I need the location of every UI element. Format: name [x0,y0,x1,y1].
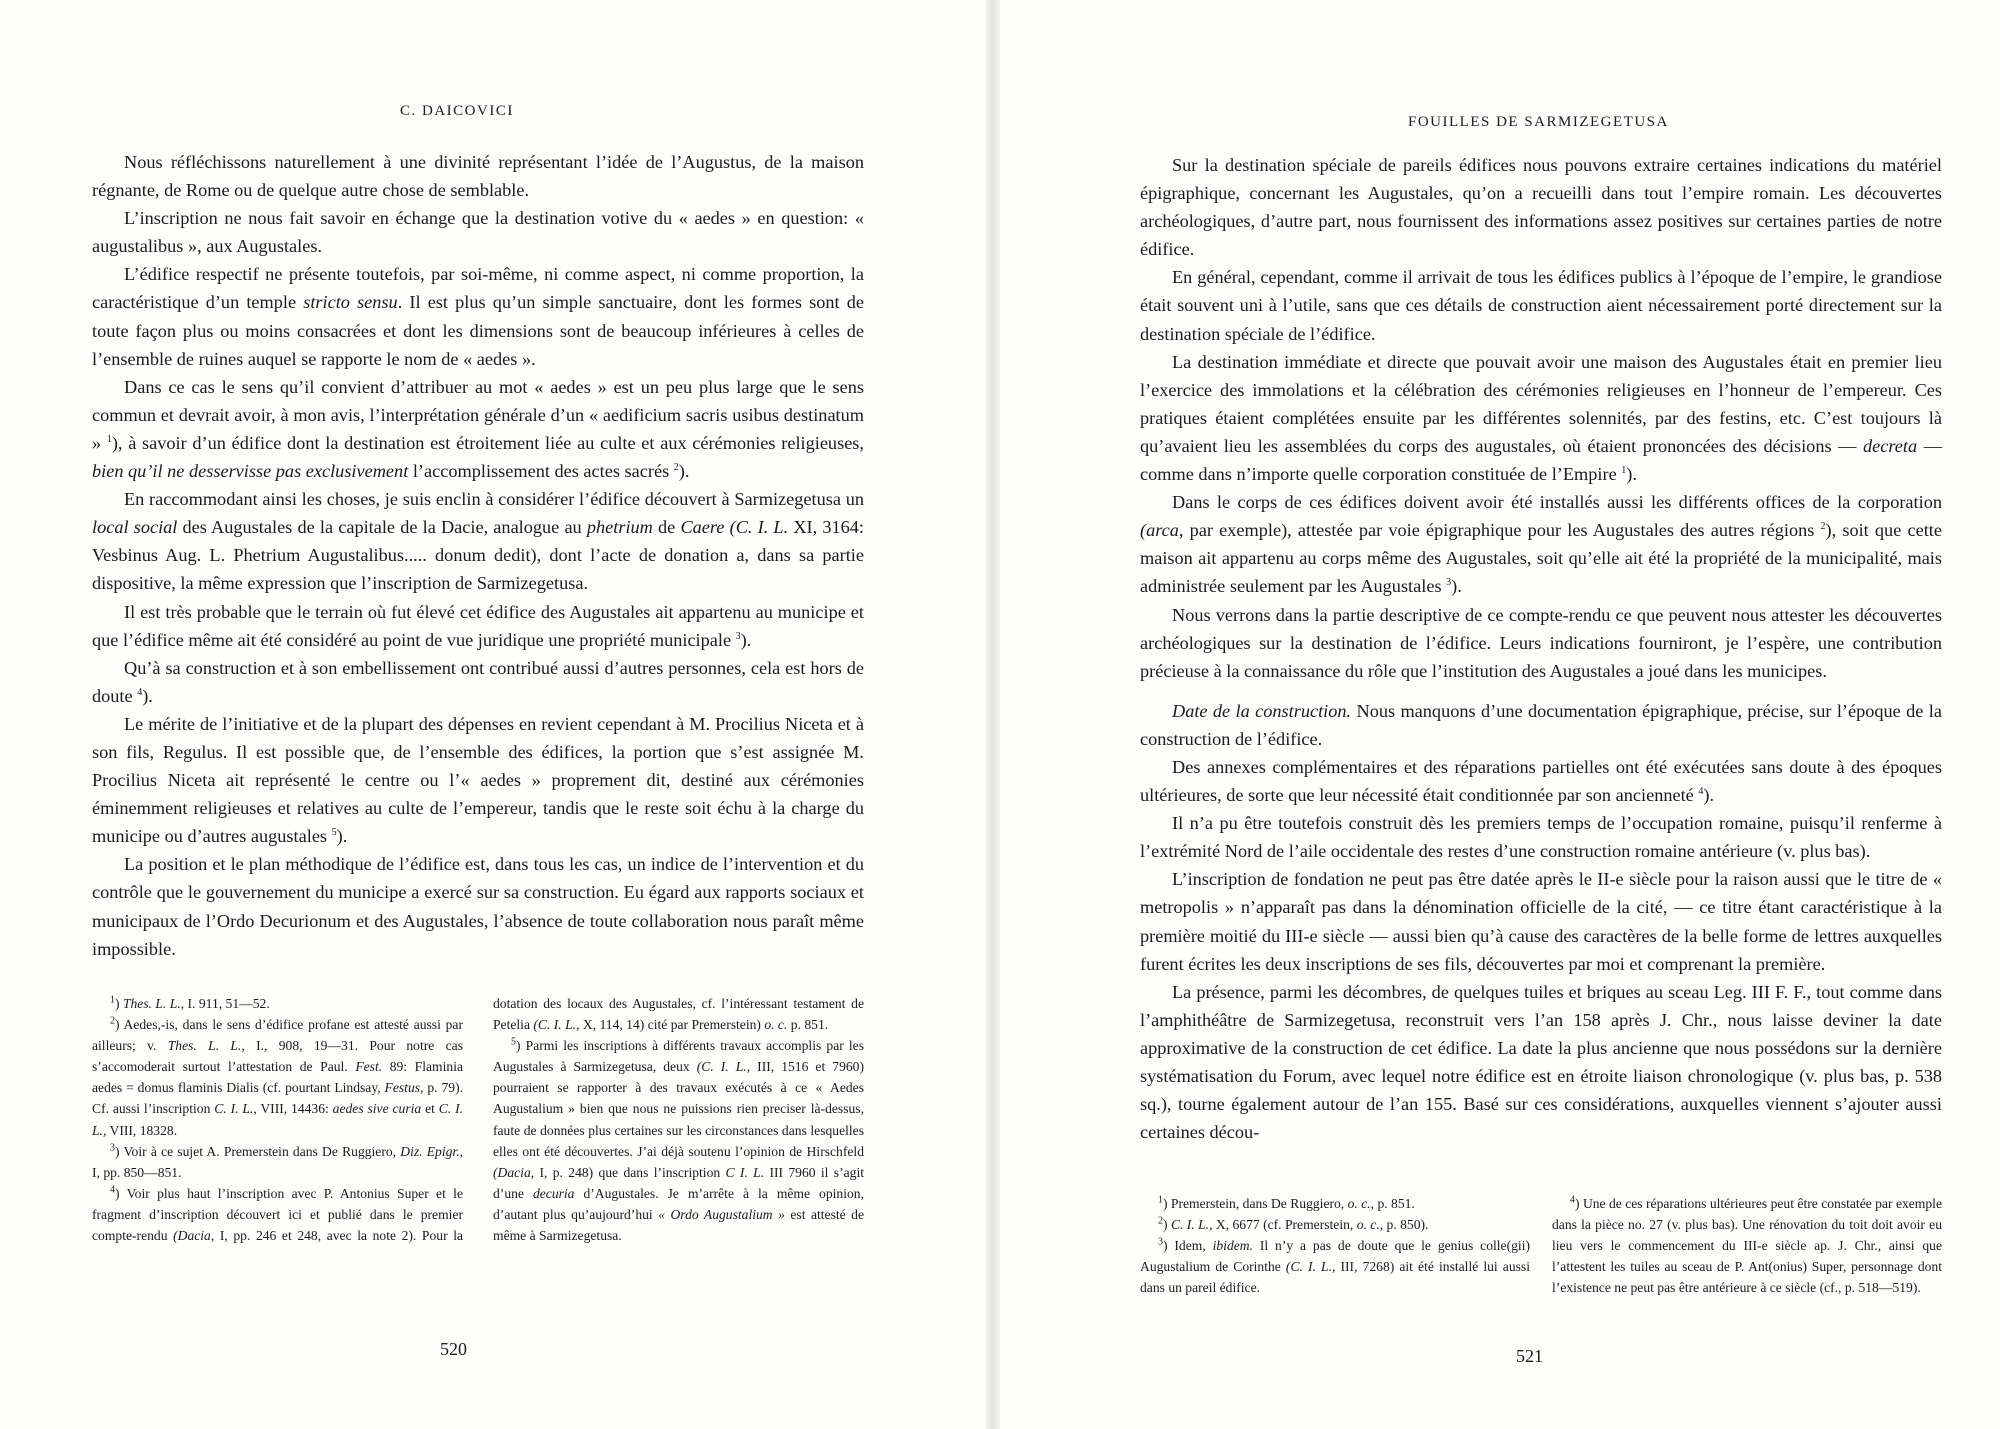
italic-text: ibidem. [1212,1238,1253,1254]
paragraph [92,204,864,260]
footnote-marker: 1 [106,433,112,445]
paragraph [92,373,864,485]
text-run: de [652,517,681,538]
footnotes [1140,1193,1942,1341]
text-run: , p. 851. [1370,1196,1415,1211]
text-run: est attesté de même à Sarmizegetusa. [493,1206,864,1244]
text-run: Dans le corps de ces édifices doivent avoir été installés aussi les différents offices de la corporation [1172,492,1942,513]
paragraph [92,598,864,654]
paragraph [1140,809,1942,865]
italic-text: Thes. L. L. [122,996,181,1011]
paragraph [1140,865,1942,977]
italic-text: C. I. L. [1170,1217,1210,1233]
italic-text: stricto sensu [303,292,398,313]
footnote-marker: 2 [110,1015,115,1027]
text-run: , I., 908, 19—31. Pour notre cas s’accomoderait surtout l’attestation de Paul. [92,1038,463,1075]
text-run: , I, p. 248) que dans l’inscription [530,1164,726,1180]
text-run: p. 851. [787,1017,829,1033]
italic-text: C I. L. [725,1164,765,1180]
footnote-marker: 4 [137,686,143,698]
text-run: , p. 79). Cf. aussi l’inscription [92,1080,463,1117]
footnote [1140,1193,1530,1214]
italic-text: aedes sive curia [332,1101,422,1117]
italic-text: (Dacia [493,1164,531,1180]
italic-text: bien qu’il ne desservisse pas exclusivement [92,461,409,482]
text-run: ). [678,461,690,482]
paragraph [1140,488,1942,600]
text-run: , X, 114, 14) cité par Premerstein) [576,1017,765,1033]
text-run: III 7960 il s’agit d’une [493,1164,864,1201]
italic-text: phetrium [586,517,653,538]
footnotes [92,993,864,1303]
footnote [1140,1235,1530,1298]
text-run: ) Voir à ce sujet A. Premerstein dans De Ruggiero, [115,1143,401,1159]
footnote [493,1035,864,1246]
footnote-marker: 3 [1446,577,1452,589]
footnote [92,1141,463,1183]
italic-text: Date de la construction. [1172,700,1352,721]
text-run: XI, 3164: Vesbinus Aug. L. Phetrium Augustalibus..... donum dedit), dont l’acte de donation a, dans sa partie dispositive, la même expression que l’inscription de Sarmizegetusa. [92,517,864,594]
text-run: ). [336,826,348,847]
text-run: ) [1163,1217,1171,1233]
text-run: ). [1451,576,1462,597]
running-head: C. DAICOVICI [400,103,514,119]
text-run: 89: Flaminia aedes = domus flaminis Dialis (cf. pourtant Lindsay, [92,1059,464,1096]
text-run: , X, 6677 (cf. Premerstein, [1209,1217,1357,1233]
footnote [92,993,463,1014]
footnote [92,1014,463,1141]
text-run: , III, 7268) ait été installé lui aussi dans un pareil édifice. [1140,1259,1530,1296]
text-run: et [421,1101,439,1117]
book-gutter [986,0,1000,1429]
paragraph [1140,978,1942,1147]
text-run: L’édifice respectif ne présente toutefois, par soi-même, ni comme aspect, ni comme proportion, la caractéristique d’un temple [92,264,864,313]
text-run: , VIII, 14436: [253,1101,333,1117]
text-run: Nous verrons dans la partie descriptive de ce compte-rendu ce que peuvent nous attester les découvertes archéologiques sur la destination de l’édifice. Leurs indications fourniront, je l’espère, une contribution précieuse à la connaissance du rôle que l’institution des Augustales a joué dans les municipes. [1140,604,1942,681]
text-run: Des annexes complémentaires et des réparations partielles ont été exécutées sans doute à des époques ultérieures, de sorte que leur nécessité était conditionnée par son ancienneté [1140,756,1942,806]
footnote-marker: 4 [1698,785,1704,797]
body-text [1140,151,1942,1146]
text-run: , I, pp. 850—851. [92,1143,463,1180]
paragraph [92,148,864,204]
text-run: Il est très probable que le terrain où fut élevé cet édifice des Augustales ait appartenu au municipe et que l’édifice même ait été considéré au point de vue juridique une propriété municipale [92,601,864,650]
footnote-marker: 4 [1570,1194,1575,1206]
text-run: , p. 850). [1379,1217,1429,1233]
italic-text: Diz. Epigr. [400,1143,460,1159]
text-run: La présence, parmi les décombres, de quelques tuiles et briques au sceau Leg. III F. F., tout comme dans l’amphithéâtre de Sarmizegetusa, reconstruit vers l’an 158 après J. Chr., nous laisse deviner la date approximative de la construction de cet édifice. La date la plus ancienne que nous possédons sur la dernière systématisation du Forum, avec lequel notre édifice est en étroite liaison chronologique (v. plus bas, p. 538 sq.), tourne également autour de l’an 155. Basé sur ces considérations, auxquelles viennent s’ajouter aussi certaines décou- [1140,981,1942,1143]
text-run: . Il est plus qu’un simple sanctuaire, dont les formes sont de toute façon plus ou moins consacrées et dont les dimensions sont de beaucoup inférieures à celles de l’ensemble de ruines auquel se rapporte le nom de « aedes ». [92,292,864,369]
right-page [1000,0,2000,1429]
paragraph [92,850,864,962]
text-run: Qu’à sa construction et à son embellissement ont contribué aussi d’autres personnes, cela est hors de doute [92,657,864,706]
page-number: 520 [440,1339,467,1359]
text-run: des Augustales de la capitale de la Dacie, analogue au [177,517,587,538]
text-run: La position et le plan méthodique de l’édifice est, dans tous les cas, un indice de l’intervention et du contrôle que le gouvernement du municipe a exercé sur sa construction. Eu égard aux rapports sociaux et municipaux de l’Ordo Decurionum et des Augustales, l’absence de toute collaboration nous paraît même impossible. [92,854,864,959]
italic-text: (C. I. L. [533,1017,577,1033]
footnote-marker: 2 [673,461,679,473]
footnote-marker: 2 [1820,521,1826,533]
italic-text: C. I. L. [214,1101,254,1117]
italic-text: C. I. L. [92,1101,464,1138]
text-run: ). [740,629,752,650]
italic-text: Thes. L. L. [167,1038,242,1054]
italic-text: (Dacia [173,1228,211,1244]
paragraph [1140,601,1942,685]
footnote-marker: 1 [1158,1194,1163,1206]
paragraph [1140,151,1942,263]
text-run: L’inscription ne nous fait savoir en échange que la destination votive du « aedes » en question: « augustalibus », aux Augustales. [92,208,864,257]
footnote-marker: 3 [1158,1236,1163,1248]
paragraph [1140,263,1942,347]
paragraph [1140,348,1942,488]
body-text [92,148,864,963]
paragraph [92,654,864,710]
footnote-marker: 3 [110,1142,115,1154]
left-page [0,0,986,1429]
text-run: l’accomplissement des actes sacrés [408,461,674,482]
footnote-marker: 5 [511,1036,516,1048]
text-run: En raccommodant ainsi les choses, je suis enclin à considérer l’édifice découvert à Sarmizegetusa un [124,489,864,510]
paragraph [92,260,864,372]
footnote [1552,1193,1942,1298]
paragraph [92,485,864,597]
text-run: , par exemple), attestée par voie épigraphique pour les Augustales des autres régions [1178,520,1821,541]
footnote-marker: 4 [110,1184,115,1196]
text-run: ) [115,996,123,1011]
paragraph [1140,697,1942,753]
text-run: d’Augustales. Je m’arrête à la même opinion, d’autant plus qu’aujourd’hui [493,1185,864,1222]
text-run: La destination immédiate et directe que pouvait avoir une maison des Augustales était en premier lieu l’exercice des immolations et la célébration des cérémonies religieuses en l’honneur de l’empereur. Ces pratiques étaient complétées ensuite par les différentes solennités, par des festins, etc. C’est toujours là qu’avaient lieu les assemblées du corps des augustales, où étaient prononcées des décisions — [1140,351,1942,456]
text-run: ) Une de ces réparations ultérieures peut être constatée par exemple dans la pièce no. 27 (v. plus bas). Une rénovation du toit doit avoir eu lieu vers le commencement du III-e siècle ap. J. Chr., ainsi que l’attestent les tuiles au sceau de P. Ant(onius) Super, personnage dont l’existence ne peut pas être antérieure à ce siècle (cf., p. 518—519). [1552,1196,1942,1296]
text-run: — comme dans n’importe quelle corporation constituée de l’Empire [1140,435,1942,485]
text-run: Sur la destination spéciale de pareils édifices nous pouvons extraire certaines indications du matériel épigraphique, concernant les Augustales, qu’on a recueilli dans tout l’empire romain. Les découvertes archéologiques, d’autre part, nous fournissent des informations assez positives sur certaines parties de notre édifice. [1140,155,1942,260]
italic-text: « Ordo Augustalium » [658,1206,785,1222]
page-number: 521 [1516,1346,1543,1366]
text-run: ) Parmi les inscriptions à différents travaux accomplis par les Augustales à Sarmizegetusa, deux [493,1038,864,1075]
text-run: Dans ce cas le sens qu’il convient d’attribuer au mot « aedes » est un peu plus large que le sens commun et devrait avoir, à mon avis, l’interprétation générale d’un « aedificium sacris usibus destinatum » [92,376,864,453]
italic-text: decreta [1863,435,1918,456]
text-run: Nous manquons d’une documentation épigraphique, précise, sur l’époque de la construction de l’édifice. [1140,700,1942,749]
text-run: En général, cependant, comme il arrivait de tous les édifices publics à l’époque de l’empire, le grandiose était souvent uni à l’utile, sans que ces détails de construction aient nécessairement porté directement sur la destination spéciale de l’édifice. [1140,267,1942,344]
italic-text: (C. I. L. [696,1059,747,1075]
paragraph [1140,753,1942,809]
footnote-marker: 1 [1621,464,1627,476]
footnote [1140,1214,1530,1235]
text-run: Il n’a pu être toutefois construit dès les premiers temps de l’occupation romaine, puisqu’il renferme à l’extrémité Nord de l’aile occidentale des restes d’une construction romaine antérieure (v. plus bas). [1140,813,1942,862]
footnote-marker: 3 [735,630,741,642]
italic-text: Festus [384,1080,421,1096]
italic-text: (C. I. L. [1285,1259,1332,1275]
italic-text: Fest. [355,1059,383,1075]
paragraph [92,710,864,850]
footnote-marker: 1 [110,994,115,1006]
text-run: , I. 911, 51—52. [180,996,270,1011]
text-run: , I, pp. 246 et 248, avec la note 2). Pour la dotation des locaux des Augustales, cf. l’intéressant testament de Petelia [210,996,864,1244]
italic-text: decuria [532,1185,575,1201]
italic-text: o. c. [1356,1217,1380,1233]
text-run: ) Premerstein, dans De Ruggiero, [1163,1196,1348,1211]
footnote-marker: 5 [331,827,337,839]
italic-text: Caere (C. I. L. [680,517,789,538]
text-run: Il n’y a pas de doute que le genius colle(gii) Augustalium de Corinthe [1140,1238,1530,1275]
italic-text: o. c. [1347,1196,1371,1211]
text-run: ), soit que cette maison ait appartenu au corps même des Augustales, soit qu’elle ait été la propriété de la municipalité, mais administrée seulement par les Augustales [1140,520,1942,597]
text-run: Le mérite de l’initiative et de la plupart des dépenses en revient cependant à M. Procilius Niceta et à son fils, Regulus. Il est possible que, de l’ensemble des édifices, la portion que s’est assignée M. Procilius Niceta ait représenté le centre ou l’« aedes » proprement dit, destiné aux cérémonies éminemment religieuses et relatives au culte de l’empereur, tandis que le reste soit échu à la charge du municipe ou d’autres augustales [92,713,864,847]
text-run: ). [1626,464,1637,485]
text-run: , III, 1516 et 7960) pourraient se rapporter à des travaux exécutés à ce « Aedes Augustalium » bien que nous ne puissions rien preciser là-dessus, faute de données plus certaines sur les circonstances dans lesquelles elles ont été découvertes. J’ai déjà soutenu l’opinion de Hirschfeld [493,1059,865,1159]
text-run: ). [142,685,153,706]
text-run: ) Aedes,-is, dans le sens d’édifice profane est attesté aussi par ailleurs; v. [92,1017,463,1054]
italic-text: (arca [1140,520,1179,541]
running-head: FOUILLES DE SARMIZEGETUSA [1408,114,1669,130]
text-run: L’inscription de fondation ne peut pas être datée après le II-e siècle pour la raison aussi que le titre de « metropolis » n’apparaît pas dans la dénomination officielle de la cité, — ce titre étant caractéristique à la première moitié du III-e siècle — aussi bien qu’à cause des caractères de la belle forme de lettres auxquelles furent écrites les deux inscriptions de ses fils, découvertes par moi et comprenant la première. [1140,869,1942,974]
text-run: ) Voir plus haut l’inscription avec P. Antonius Super et le fragment d’inscription découvert ici et publié dans le premier compte-rendu [92,1185,463,1244]
footnote-marker: 2 [1158,1215,1163,1227]
text-run: Nous réfléchissons naturellement à une divinité représentant l’idée de l’Augustus, de la maison régnante, de Rome ou de quelque autre chose de semblable. [92,152,864,201]
text-run: ). [1703,785,1715,806]
text-run: ), à savoir d’un édifice dont la destination est étroitement liée au culte et aux cérémonies religieuses, [111,432,864,453]
text-run: ) Idem, [1163,1238,1213,1254]
text-run: , VIII, 18328. [102,1122,178,1138]
italic-text: local social [92,517,178,538]
italic-text: o. c. [764,1017,788,1033]
